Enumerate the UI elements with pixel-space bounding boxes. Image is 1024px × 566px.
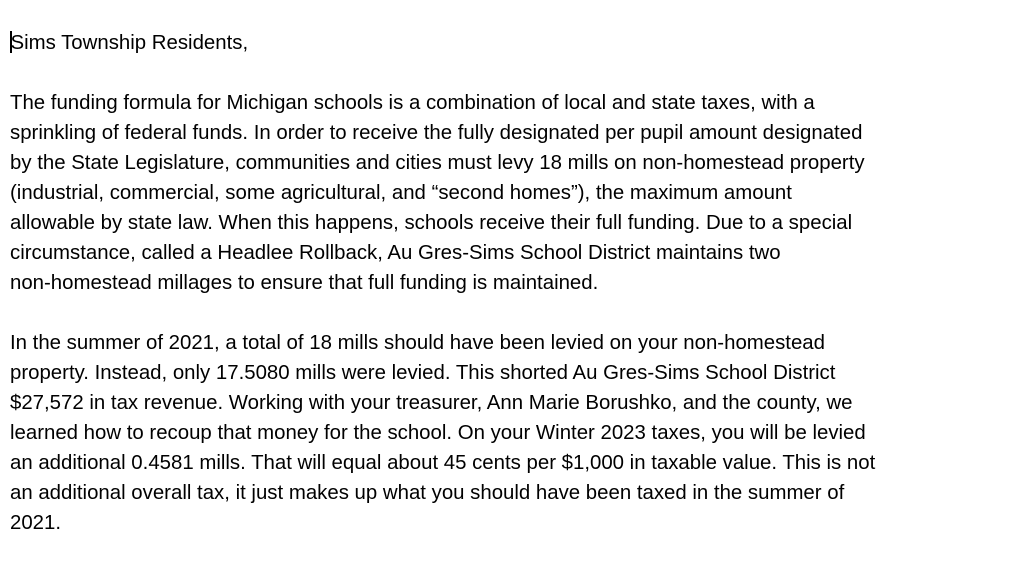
paragraph-line: by the State Legislature, communities and cities must levy 18 mills on non-homestead property: [10, 152, 865, 174]
paragraph-line: The funding formula for Michigan schools is a combination of local and state taxes, with a: [10, 92, 815, 114]
paragraph-levy-shortfall: [10, 328, 994, 538]
paragraph-line: allowable by state law. When this happens, schools receive their full funding. Due to a special: [10, 212, 853, 234]
paragraph-line: In the summer of 2021, a total of 18 mills should have been levied on your non-homestead: [10, 332, 825, 354]
salutation: [10, 28, 994, 58]
paragraph-line: learned how to recoup that money for the school. On your Winter 2023 taxes, you will be levied: [10, 422, 866, 444]
paragraph-funding-formula: [10, 88, 994, 298]
paragraph-line: non-homestead millages to ensure that full funding is maintained.: [10, 272, 599, 294]
paragraph-line: (industrial, commercial, some agricultural, and “second homes”), the maximum amount: [10, 182, 792, 204]
paragraph-line: circumstance, called a Headlee Rollback, Au Gres-Sims School District maintains two: [10, 242, 781, 264]
paragraph-line: property. Instead, only 17.5080 mills were levied. This shorted Au Gres-Sims School District: [10, 362, 836, 384]
paragraph-line: $27,572 in tax revenue. Working with your treasurer, Ann Marie Borushko, and the county, we: [10, 392, 853, 414]
paragraph-line: an additional 0.4581 mills. That will equal about 45 cents per $1,000 in taxable value. This is not: [10, 452, 876, 474]
paragraph-line: an additional overall tax, it just makes up what you should have been taxed in the summer of: [10, 482, 845, 504]
paragraph-line: 2021.: [10, 512, 62, 534]
paragraph-line: sprinkling of federal funds. In order to receive the fully designated per pupil amount designated: [10, 122, 863, 144]
salutation-text: Sims Township Residents,: [10, 32, 249, 54]
